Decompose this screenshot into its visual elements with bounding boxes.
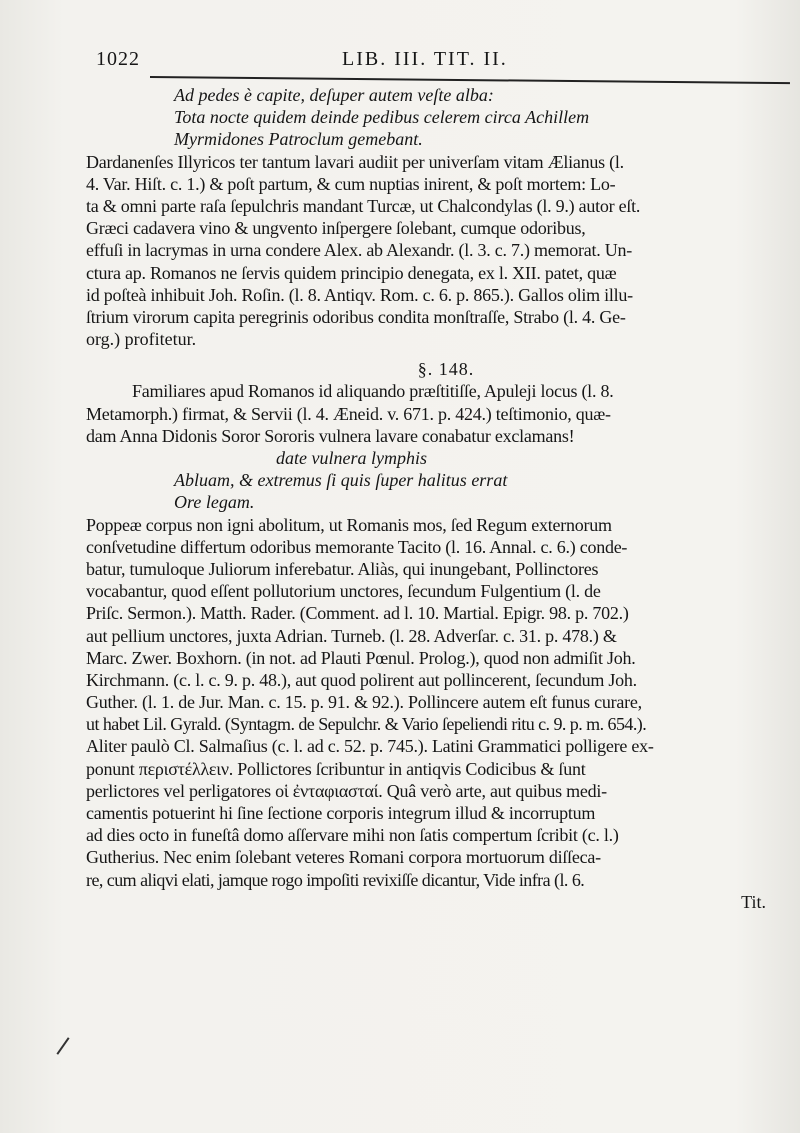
text-line: ad dies octo in funeſtâ domo aſſervare mihi non ſatis compertum ſcribit (c. l.)	[86, 825, 619, 846]
text-line: Poppeæ corpus non igni abolitum, ut Romanis mos, ſed Regum externorum	[86, 514, 612, 535]
text-line: Græci cadavera vino & ungvento inſpergere ſolebant, cumque odoribus,	[86, 218, 586, 239]
text-line: perlictores vel perligatores οἱ ἐνταφιασταί. Quâ verò arte, aut quibus medi-	[86, 780, 607, 801]
text-line: vocabantur, quod eſſent pollutorium unctores, ſecundum Fulgentium (l. de	[86, 581, 601, 602]
page-header	[92, 48, 782, 74]
text-line: Guther. (l. 1. de Jur. Man. c. 15. p. 91. & 92.). Pollincere autem eſt funus curare,	[86, 692, 642, 713]
text-line: Myrmidones Patroclum gemebant.	[174, 129, 423, 150]
text-line: ut habet Lil. Gyrald. (Syntagm. de Sepulchr. & Vario ſepeliendi ritu c. 9. p. m. 654.).	[86, 714, 647, 735]
text-line: Dardanenſes Illyricos ter tantum lavari audiit per univerſam vitam Ælianus (l.	[86, 151, 624, 172]
text-line: camentis potuerint hi ſine ſectione corporis integrum illud & incorruptum	[86, 803, 596, 823]
ink-mark	[56, 1037, 69, 1055]
text-line: batur, tumuloque Juliorum inferebatur. Aliàs, qui inungebant, Pollinctores	[86, 558, 599, 579]
page-number: 1022	[96, 48, 140, 70]
text-line: aut pellium unctores, juxta Adrian. Turneb. (l. 28. Adverſar. c. 31. p. 478.) &	[86, 625, 617, 646]
text-line: ctura ap. Romanos ne ſervis quidem principio denegata, ex l. XII. patet, quæ	[86, 262, 617, 283]
text-line: Tota nocte quidem deinde pedibus celerem circa Achillem	[174, 107, 590, 128]
text-line: conſvetudine differtum odoribus memorante Tacito (l. 16. Annal. c. 6.) conde-	[86, 536, 628, 557]
text-line: 4. Var. Hiſt. c. 1.) & poſt partum, & cum nuptias inirent, & poſt mortem: Lo-	[86, 173, 616, 194]
text-line: effuſi in lacrymas in urna condere Alex. ab Alexandr. (l. 3. c. 7.) memorat. Un-	[86, 240, 632, 261]
text-line: ta & omni parte raſa ſepulchris mandant Turcæ, ut Chalcondylas (l. 9.) autor eſt.	[86, 195, 641, 216]
text-line: Marc. Zwer. Boxhorn. (in not. ad Plauti Pœnul. Prolog.), quod non admiſit Joh.	[86, 647, 636, 668]
text-line: Priſc. Sermon.). Matth. Rader. (Comment. ad l. 10. Martial. Epigr. 98. p. 702.)	[86, 603, 629, 624]
text-line: re, cum aliqvi elati, jamque rogo impoſiti revixiſſe dicantur, Vide infra (l. 6.	[86, 869, 585, 890]
text-line: Ad pedes è capite, deſuper autem veſte alba:	[174, 85, 494, 105]
section-heading: §. 148.	[417, 359, 475, 380]
catchword: Tit.	[741, 891, 766, 912]
section-gap	[86, 350, 776, 358]
text-line: dam Anna Didonis Soror Sororis vulnera lavare conabatur exclamans!	[86, 425, 575, 446]
text-line: date vulnera lymphis	[276, 448, 427, 468]
text-line: id poſteà inhibuit Joh. Roſin. (l. 8. Antiqv. Rom. c. 6. p. 865.). Gallos olim illu-	[86, 284, 633, 305]
text-line: Gutherius. Nec enim ſolebant veteres Romani corpora mortuorum diſſeca-	[86, 847, 601, 868]
header-rule	[150, 76, 790, 84]
text-line: Ore legam.	[174, 492, 255, 513]
text-line: Abluam, & extremus ſi quis ſuper halitus errat	[174, 470, 508, 491]
text-line: ſtrium virorum capita peregrinis odoribus condita monſtraſſe, Strabo (l. 4. Ge-	[86, 306, 626, 327]
text-line: org.) profitetur.	[86, 329, 197, 350]
text-line: ponunt περιστέλλειν. Pollictores ſcribuntur in antiqvis Codicibus & ſunt	[86, 758, 586, 779]
text-line: Familiares apud Romanos id aliquando præſtitiſſe, Apuleji locus (l. 8.	[132, 381, 614, 402]
text-line: Kirchmann. (c. l. c. 9. p. 48.), aut quod polirent aut pollincerent, ſecundum Joh.	[86, 669, 637, 690]
running-title: LIB. III. TIT. II.	[342, 48, 508, 70]
text-line: Metamorph.) firmat, & Servii (l. 4. Æneid. v. 671. p. 424.) teſtimonio, quæ-	[86, 403, 611, 424]
text-line: Aliter paulò Cl. Salmaſius (c. l. ad c. 52. p. 745.). Latini Grammatici polligere ex-	[86, 736, 654, 757]
page-body-text	[86, 84, 776, 913]
